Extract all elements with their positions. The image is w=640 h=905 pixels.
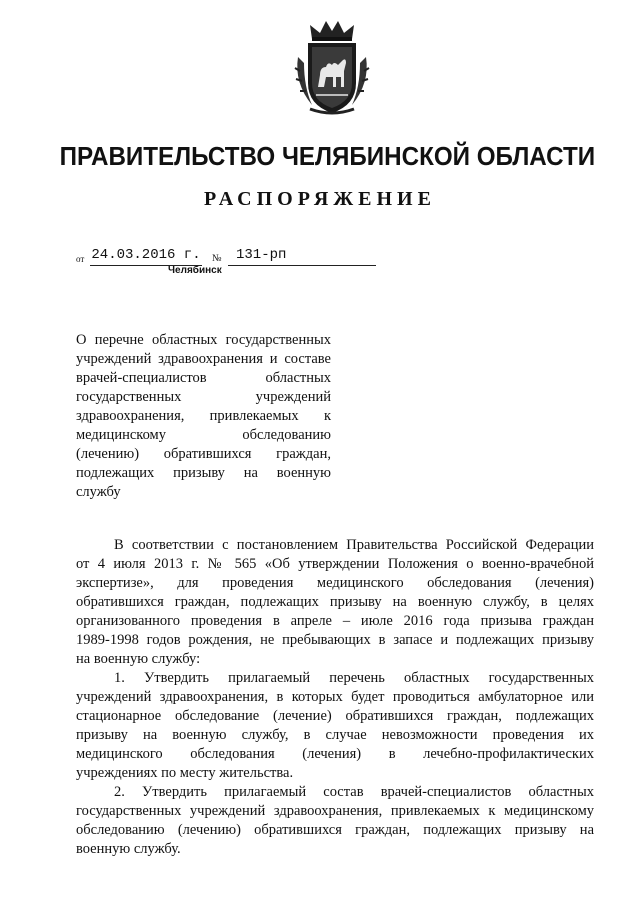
subject-line: службу xyxy=(76,484,121,500)
document-type-title: РАСПОРЯЖЕНИЕ xyxy=(204,188,436,210)
body-line: В соответствии с постановлением Правительства Российской Федерации xyxy=(114,537,594,553)
subject-line: медицинскому обследованию xyxy=(76,427,331,443)
subject-line: государственных учреждений xyxy=(76,389,331,405)
body-line: военную службу. xyxy=(76,841,181,857)
document-number: 131-рп xyxy=(228,246,376,266)
body-line: организованного проведения в апреле – июле 2016 года призыва граждан xyxy=(76,613,594,629)
body-line: учреждений здравоохранения, в которых будет проводиться амбулаторное или xyxy=(76,689,594,705)
body-line: стационарное обследование (лечение) обратившихся граждан, подлежащих xyxy=(76,708,594,724)
date-prefix: от xyxy=(76,254,85,264)
document-body xyxy=(76,536,594,859)
subject-line: учреждений здравоохранения и составе xyxy=(76,351,331,367)
document-date: 24.03.2016 г. xyxy=(90,246,202,266)
body-line: обследованию (лечению) обратившихся граждан, подлежащих призыву на xyxy=(76,822,594,838)
coat-of-arms-emblem xyxy=(290,17,374,117)
body-line: призыву на военную службу, в случае невозможности проведения их xyxy=(76,727,594,743)
body-line: на военную службу: xyxy=(76,651,201,667)
body-line: 1989-1998 годов рождения, не пребывающих в запасе и подлежащих призыву xyxy=(76,632,594,648)
body-line: государственных учреждений здравоохранения, привлекаемых к медицинскому xyxy=(76,803,594,819)
organization-title: ПРАВИТЕЛЬСТВО ЧЕЛЯБИНСКОЙ ОБЛАСТИ xyxy=(59,141,596,171)
body-line: от 4 июля 2013 г. № 565 «Об утверждении Положения о военно-врачебной xyxy=(76,556,594,572)
subject-line: врачей-специалистов областных xyxy=(76,370,331,386)
subject-line: О перечне областных государственных xyxy=(76,332,331,348)
body-line: обратившихся граждан, подлежащих призыву на военную службу, в целях xyxy=(76,594,594,610)
body-line: медицинского обследования (лечения) в лечебно-профилактических xyxy=(76,746,594,762)
body-line: учреждениях по месту жительства. xyxy=(76,765,294,781)
document-subject xyxy=(76,331,331,502)
subject-line: подлежащих призыву на военную xyxy=(76,465,331,481)
body-line: 2. Утвердить прилагаемый состав врачей-специалистов областных xyxy=(114,784,594,800)
subject-line: здравоохранения, привлекаемых к xyxy=(76,408,331,424)
number-prefix: № xyxy=(212,253,222,264)
body-line: 1. Утвердить прилагаемый перечень областных государственных xyxy=(114,670,594,686)
body-line: экспертизе», для проведения медицинского обследования (лечения) xyxy=(76,575,594,591)
city-label: Челябинск xyxy=(168,265,222,276)
subject-line: (лечению) обратившихся граждан, xyxy=(76,446,331,462)
